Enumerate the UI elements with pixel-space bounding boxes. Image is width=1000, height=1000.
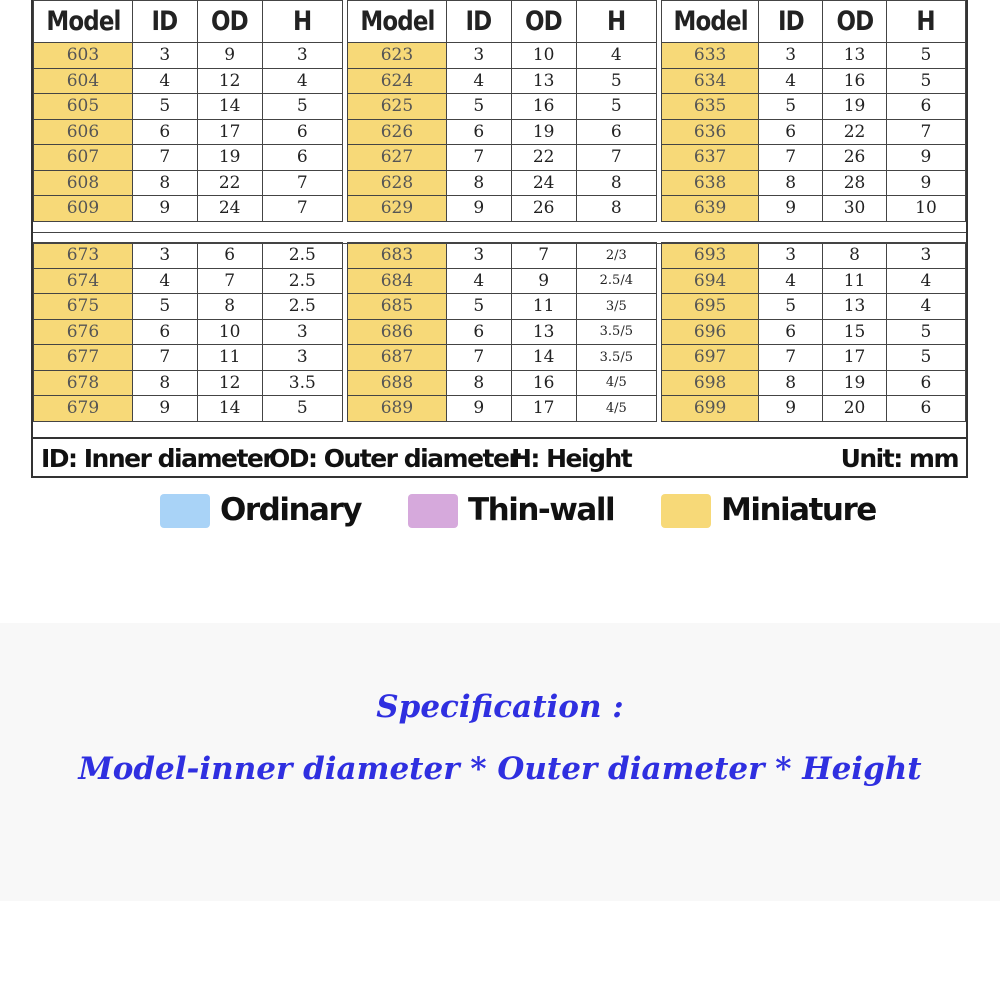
model-cell: 606 (34, 119, 133, 145)
model-cell: 699 (662, 396, 759, 422)
table-row (34, 268, 343, 294)
table-row (34, 145, 343, 171)
height-cell: 9 (886, 170, 965, 196)
height-cell: 3 (262, 319, 342, 345)
height-cell: 5 (576, 94, 656, 120)
height-cell: 8 (576, 170, 656, 196)
legend (0, 490, 1000, 534)
od-cell: 28 (823, 170, 887, 196)
id-cell: 4 (132, 268, 197, 294)
height-cell: 3 (262, 43, 342, 69)
model-cell: 623 (348, 43, 447, 69)
height-cell: 4 (886, 294, 965, 320)
id-note: ID: Inner diameter (41, 444, 274, 473)
model-cell: 608 (34, 170, 133, 196)
h-note: H: Height (511, 444, 632, 473)
model-cell: 626 (348, 119, 447, 145)
od-cell: 20 (823, 396, 887, 422)
model-cell: 607 (34, 145, 133, 171)
model-cell: 629 (348, 196, 447, 222)
height-cell: 6 (576, 119, 656, 145)
spec-table-block (661, 242, 966, 422)
model-cell: 609 (34, 196, 133, 222)
od-cell: 17 (511, 396, 576, 422)
od-cell: 9 (197, 43, 262, 69)
od-cell: 16 (823, 68, 887, 94)
height-cell: 2.5 (262, 294, 342, 320)
model-cell: 624 (348, 68, 447, 94)
height-cell: 9 (886, 145, 965, 171)
od-cell: 22 (511, 145, 576, 171)
specification-title: Specification : (376, 689, 624, 725)
model-cell: 676 (34, 319, 133, 345)
spec-sheet (31, 0, 968, 478)
od-cell: 30 (823, 196, 887, 222)
od-cell: 24 (511, 170, 576, 196)
id-cell: 8 (446, 170, 511, 196)
height-cell: 6 (886, 370, 965, 396)
id-cell: 7 (446, 345, 511, 371)
id-cell: 9 (132, 396, 197, 422)
table-row (34, 294, 343, 320)
model-cell: 637 (662, 145, 759, 171)
table-row (662, 294, 966, 320)
table-row (348, 319, 657, 345)
id-cell: 6 (759, 119, 823, 145)
od-cell: 10 (511, 43, 576, 69)
model-cell: 636 (662, 119, 759, 145)
table-row (34, 243, 343, 269)
spec-table (347, 0, 657, 222)
table-row (662, 43, 966, 69)
model-cell: 674 (34, 268, 133, 294)
id-cell: 6 (446, 119, 511, 145)
height-cell: 2.5 (262, 243, 342, 269)
footer-notes (33, 437, 966, 479)
id-cell: 3 (446, 43, 511, 69)
height-cell: 3 (886, 243, 965, 269)
od-cell: 12 (197, 68, 262, 94)
height-cell: 6 (262, 145, 342, 171)
column-header: Model (669, 1, 752, 43)
header-row (348, 1, 657, 43)
od-cell: 6 (197, 243, 262, 269)
model-cell: 627 (348, 145, 447, 171)
model-cell: 697 (662, 345, 759, 371)
id-cell: 4 (759, 268, 823, 294)
od-cell: 19 (823, 370, 887, 396)
height-cell: 7 (262, 196, 342, 222)
id-cell: 5 (132, 94, 197, 120)
id-cell: 9 (759, 196, 823, 222)
od-cell: 11 (823, 268, 887, 294)
od-cell: 15 (823, 319, 887, 345)
table-row (662, 268, 966, 294)
specification-panel (0, 623, 1000, 901)
height-cell: 4/5 (576, 370, 656, 396)
table-row (34, 94, 343, 120)
thin-wall-swatch (408, 494, 458, 528)
id-cell: 7 (759, 145, 823, 171)
unit-note: Unit: mm (840, 444, 958, 473)
id-cell: 7 (132, 145, 197, 171)
table-row (34, 319, 343, 345)
header-row (662, 1, 966, 43)
height-cell: 3 (262, 345, 342, 371)
table-row (662, 396, 966, 422)
table-row (348, 68, 657, 94)
spec-table-block (347, 0, 657, 222)
model-cell: 635 (662, 94, 759, 120)
column-header: H (268, 1, 336, 43)
height-cell: 10 (886, 196, 965, 222)
od-cell: 19 (197, 145, 262, 171)
height-cell: 3.5/5 (576, 345, 656, 371)
height-cell: 5 (576, 68, 656, 94)
miniature-swatch (661, 494, 711, 528)
id-cell: 8 (759, 370, 823, 396)
id-cell: 6 (132, 319, 197, 345)
table-row (348, 145, 657, 171)
spec-table-block (347, 242, 657, 422)
height-cell: 6 (886, 396, 965, 422)
od-cell: 7 (511, 243, 576, 269)
id-cell: 3 (446, 243, 511, 269)
id-cell: 8 (759, 170, 823, 196)
model-cell: 684 (348, 268, 447, 294)
model-cell: 678 (34, 370, 133, 396)
model-cell: 604 (34, 68, 133, 94)
column-header: H (892, 1, 959, 43)
od-cell: 16 (511, 370, 576, 396)
model-cell: 638 (662, 170, 759, 196)
table-row (662, 345, 966, 371)
id-cell: 4 (132, 68, 197, 94)
model-cell: 679 (34, 396, 133, 422)
column-header: H (582, 1, 650, 43)
height-cell: 5 (886, 68, 965, 94)
column-header: ID (451, 1, 506, 43)
table-row (348, 243, 657, 269)
od-cell: 13 (823, 43, 887, 69)
column-header: Model (41, 1, 125, 43)
height-cell: 3.5 (262, 370, 342, 396)
od-cell: 10 (197, 319, 262, 345)
column-header: OD (827, 1, 881, 43)
od-cell: 17 (823, 345, 887, 371)
model-cell: 605 (34, 94, 133, 120)
model-cell: 634 (662, 68, 759, 94)
id-cell: 4 (446, 68, 511, 94)
height-cell: 5 (262, 396, 342, 422)
model-cell: 628 (348, 170, 447, 196)
height-cell: 7 (576, 145, 656, 171)
id-cell: 3 (132, 243, 197, 269)
table-row (662, 170, 966, 196)
specification-formula: Model-inner diameter * Outer diameter * Height (78, 751, 922, 787)
model-cell: 625 (348, 94, 447, 120)
od-cell: 16 (511, 94, 576, 120)
table-row (348, 94, 657, 120)
height-cell: 4 (886, 268, 965, 294)
table-row (34, 196, 343, 222)
height-cell: 3/5 (576, 294, 656, 320)
height-cell: 5 (886, 345, 965, 371)
od-cell: 26 (511, 196, 576, 222)
id-cell: 3 (759, 243, 823, 269)
table-row (662, 319, 966, 345)
legend-label: Thin-wall (468, 492, 615, 528)
id-cell: 4 (759, 68, 823, 94)
od-cell: 26 (823, 145, 887, 171)
model-cell: 639 (662, 196, 759, 222)
table-row (662, 370, 966, 396)
od-cell: 14 (197, 94, 262, 120)
column-header: OD (202, 1, 257, 43)
model-cell: 689 (348, 396, 447, 422)
model-cell: 696 (662, 319, 759, 345)
model-cell: 685 (348, 294, 447, 320)
height-cell: 5 (262, 94, 342, 120)
id-cell: 5 (132, 294, 197, 320)
table-row (348, 43, 657, 69)
id-cell: 9 (132, 196, 197, 222)
table-row (348, 196, 657, 222)
table-row (662, 243, 966, 269)
id-cell: 9 (446, 396, 511, 422)
table-row (662, 94, 966, 120)
column-header: OD (516, 1, 571, 43)
od-note: OD: Outer diameter (269, 444, 520, 473)
model-cell: 633 (662, 43, 759, 69)
column-header: ID (764, 1, 818, 43)
od-cell: 19 (511, 119, 576, 145)
od-cell: 8 (197, 294, 262, 320)
table-row (34, 119, 343, 145)
table-row (34, 345, 343, 371)
model-cell: 603 (34, 43, 133, 69)
model-cell: 677 (34, 345, 133, 371)
table-row (662, 119, 966, 145)
height-cell: 5 (886, 43, 965, 69)
section-divider (33, 232, 966, 244)
spec-table (347, 242, 657, 422)
od-cell: 24 (197, 196, 262, 222)
legend-label: Ordinary (220, 492, 361, 528)
od-cell: 13 (823, 294, 887, 320)
model-cell: 683 (348, 243, 447, 269)
model-cell: 694 (662, 268, 759, 294)
id-cell: 4 (446, 268, 511, 294)
table-row (662, 196, 966, 222)
height-cell: 3.5/5 (576, 319, 656, 345)
model-cell: 693 (662, 243, 759, 269)
height-cell: 6 (886, 94, 965, 120)
od-cell: 11 (511, 294, 576, 320)
id-cell: 3 (759, 43, 823, 69)
table-row (34, 370, 343, 396)
height-cell: 4 (576, 43, 656, 69)
model-cell: 673 (34, 243, 133, 269)
spec-table (661, 0, 966, 222)
table-row (662, 145, 966, 171)
id-cell: 7 (132, 345, 197, 371)
id-cell: 8 (132, 370, 197, 396)
model-cell: 686 (348, 319, 447, 345)
legend-label: Miniature (721, 492, 876, 528)
height-cell: 8 (576, 196, 656, 222)
table-row (348, 268, 657, 294)
spec-table-block (33, 242, 343, 422)
od-cell: 9 (511, 268, 576, 294)
id-cell: 5 (759, 94, 823, 120)
od-cell: 22 (823, 119, 887, 145)
id-cell: 9 (759, 396, 823, 422)
table-row (34, 396, 343, 422)
id-cell: 7 (759, 345, 823, 371)
table-row (348, 170, 657, 196)
model-cell: 687 (348, 345, 447, 371)
od-cell: 11 (197, 345, 262, 371)
od-cell: 7 (197, 268, 262, 294)
model-cell: 695 (662, 294, 759, 320)
id-cell: 3 (132, 43, 197, 69)
od-cell: 14 (197, 396, 262, 422)
spec-table-block (661, 0, 966, 222)
id-cell: 5 (446, 94, 511, 120)
height-cell: 7 (262, 170, 342, 196)
id-cell: 8 (446, 370, 511, 396)
id-cell: 6 (759, 319, 823, 345)
od-cell: 12 (197, 370, 262, 396)
table-row (348, 345, 657, 371)
spec-table (33, 242, 343, 422)
table-row (34, 68, 343, 94)
table-row (348, 119, 657, 145)
id-cell: 5 (759, 294, 823, 320)
id-cell: 8 (132, 170, 197, 196)
height-cell: 5 (886, 319, 965, 345)
od-cell: 22 (197, 170, 262, 196)
table-row (348, 370, 657, 396)
id-cell: 7 (446, 145, 511, 171)
id-cell: 6 (446, 319, 511, 345)
id-cell: 9 (446, 196, 511, 222)
spec-table (33, 0, 343, 222)
id-cell: 6 (132, 119, 197, 145)
id-cell: 5 (446, 294, 511, 320)
od-cell: 17 (197, 119, 262, 145)
spec-table-block (33, 0, 343, 222)
height-cell: 2.5/4 (576, 268, 656, 294)
table-row (348, 396, 657, 422)
height-cell: 7 (886, 119, 965, 145)
height-cell: 2.5 (262, 268, 342, 294)
od-cell: 14 (511, 345, 576, 371)
height-cell: 4/5 (576, 396, 656, 422)
model-cell: 675 (34, 294, 133, 320)
od-cell: 13 (511, 68, 576, 94)
ordinary-swatch (160, 494, 210, 528)
table-row (34, 43, 343, 69)
model-cell: 698 (662, 370, 759, 396)
od-cell: 13 (511, 319, 576, 345)
header-row (34, 1, 343, 43)
height-cell: 2/3 (576, 243, 656, 269)
height-cell: 4 (262, 68, 342, 94)
table-row (34, 170, 343, 196)
od-cell: 8 (823, 243, 887, 269)
height-cell: 6 (262, 119, 342, 145)
table-row (662, 68, 966, 94)
spec-table (661, 242, 966, 422)
column-header: Model (355, 1, 439, 43)
model-cell: 688 (348, 370, 447, 396)
column-header: ID (137, 1, 192, 43)
table-row (348, 294, 657, 320)
od-cell: 19 (823, 94, 887, 120)
